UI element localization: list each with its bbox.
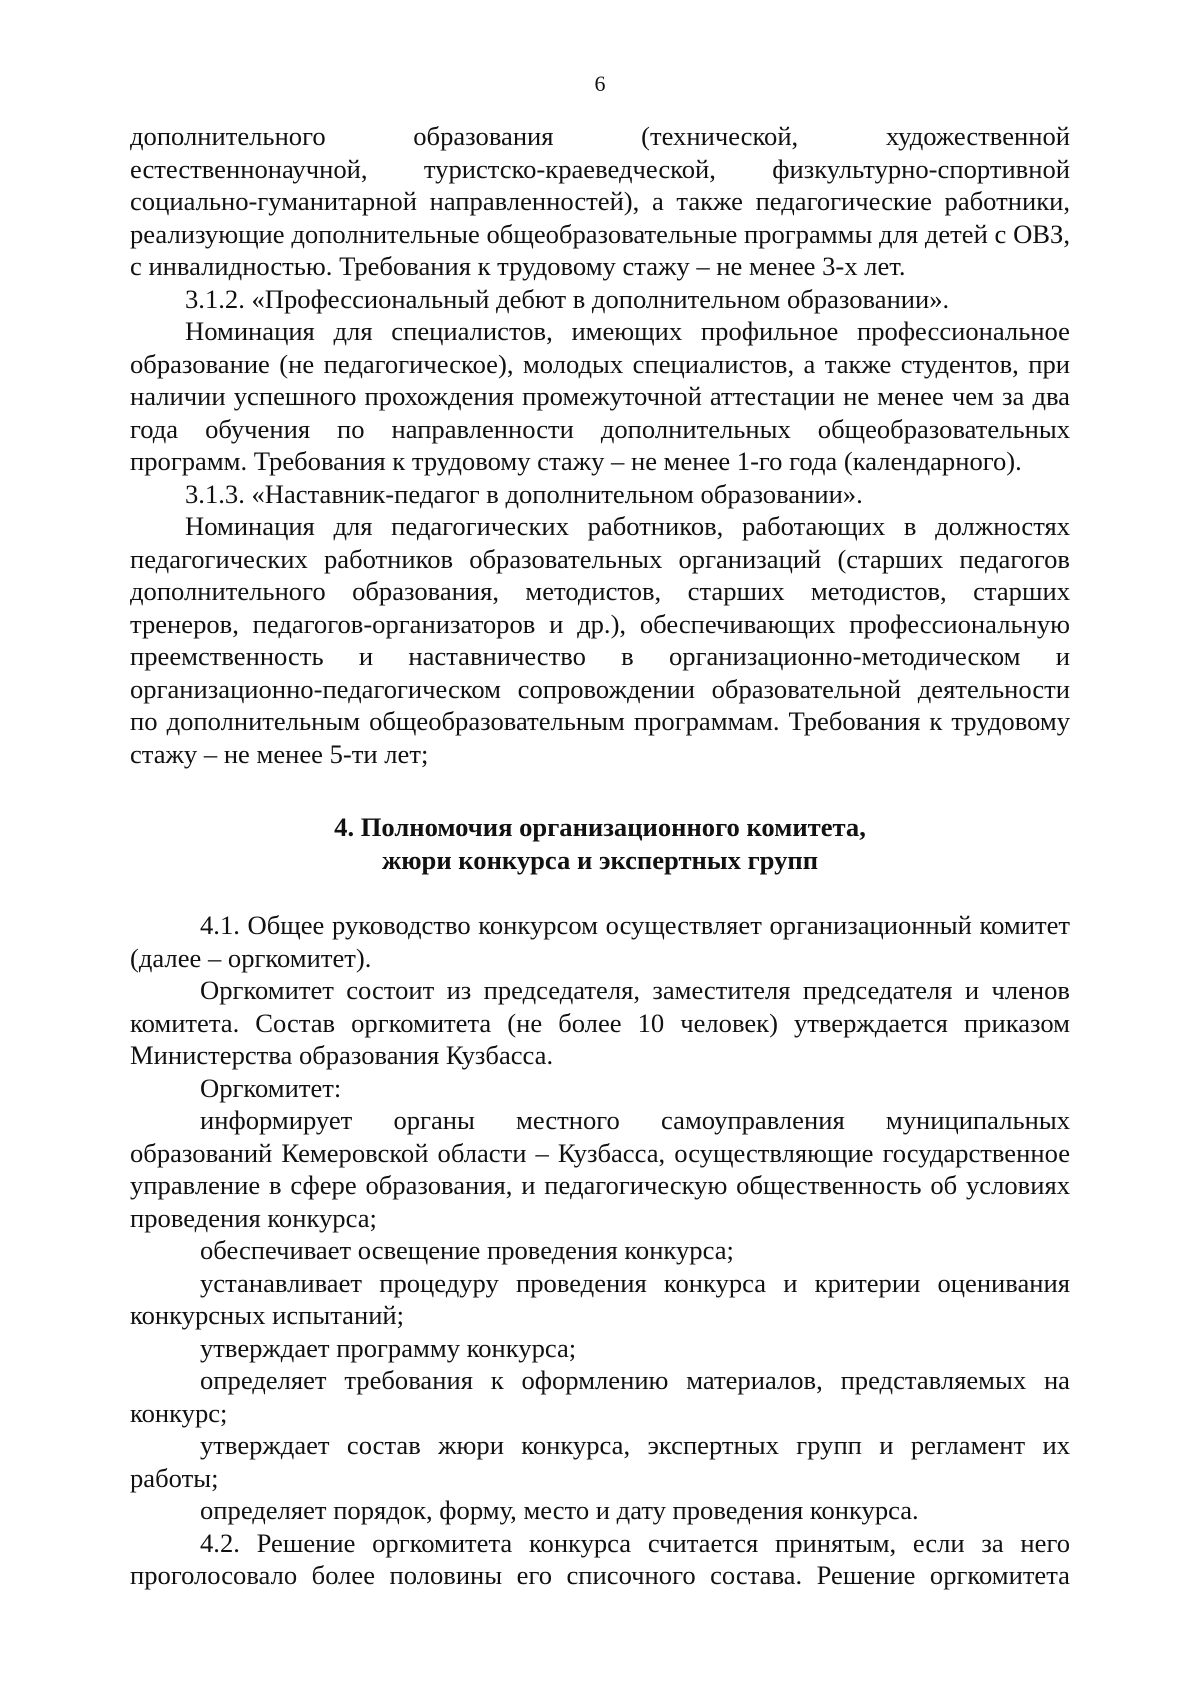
- list-item-procedure: устанавливает процедуру проведения конкурса и критерии оценивания конкурсных испытаний;: [130, 1267, 1070, 1330]
- paragraph-4-2: 4.2. Решение оргкомитета конкурса считается принятым, если за него проголосовало более половины его списочного состава. Решение оргкомитета: [130, 1527, 1070, 1590]
- section-heading: [130, 811, 1070, 877]
- nomination-description-3-1-3: Номинация для педагогических работников, работающих в должностях педагогических работников образовательных организаций (старших педагогов дополнительного образования, методистов, старших методистов, старших тренеров, педагогов-организаторов и др.), обеспечивающих профессиональную преемственность и наставничество в организационно-методическом и организационно-педагогическом сопровождении образовательной деятельности по дополнительным общеобразовательным программам. Требования к трудовому стажу – не менее 5-ти лет;: [130, 511, 1070, 769]
- nomination-description-3-1-2: Номинация для специалистов, имеющих профильное профессиональное образование (не педагогическое), молодых специалистов, а также студентов, при наличии успешного прохождения промежуточной аттестации не менее чем за два года обучения по направленности дополнительных общеобразовательных программ. Требования к трудовому стажу – не менее 1-го года (календарного).: [130, 316, 1070, 476]
- page-number: 6: [594, 71, 606, 96]
- paragraph-orgcommittee-label: Оргкомитет:: [200, 1072, 342, 1103]
- list-item-informs: информирует органы местного самоуправления муниципальных образований Кемеровской области – Кузбасса, осуществляющие государственное управление в сфере образования, и педагогическую общественность об условиях проведения конкурса;: [130, 1105, 1070, 1233]
- paragraph-4-1: 4.1. Общее руководство конкурсом осуществляет организационный комитет (далее – оргкомитет).: [130, 910, 1070, 973]
- section-heading-line-1: 4. Полномочия организационного комитета,: [334, 812, 866, 842]
- list-item-requirements: определяет требования к оформлению материалов, представляемых на конкурс;: [130, 1365, 1070, 1428]
- paragraph-orgcommittee-composition: Оргкомитет состоит из председателя, заместителя председателя и членов комитета. Состав оргкомитета (не более 10 человек) утверждается приказом Министерства образования Кузбасса.: [130, 975, 1070, 1070]
- list-item-jury: утверждает состав жюри конкурса, экспертных групп и регламент их работы;: [130, 1430, 1070, 1493]
- nomination-title-3-1-3: 3.1.3. «Наставник-педагог в дополнительном образовании».: [185, 478, 863, 509]
- list-item-schedule: определяет порядок, форму, место и дату проведения конкурса.: [200, 1495, 919, 1525]
- paragraph-continuation: дополнительного образования (технической, художественной естественнонаучной, туристско-краеведческой, физкультурно-спортивной социально-гуманитарной направленностей), а также педагогические работники, реализующие дополнительные общеобразовательные программы для детей с ОВЗ, с инвалидностью. Требования к трудовому стажу – не менее 3-х лет.: [130, 121, 1070, 281]
- section-heading-line-2: жюри конкурса и экспертных групп: [381, 845, 819, 875]
- list-item-program: утверждает программу конкурса;: [200, 1332, 577, 1363]
- nomination-title-3-1-2: 3.1.2. «Профессиональный дебют в дополнительном образовании».: [185, 283, 950, 314]
- document-body: [130, 120, 1070, 1592]
- list-item-coverage: обеспечивает освещение проведения конкурса;: [200, 1235, 734, 1265]
